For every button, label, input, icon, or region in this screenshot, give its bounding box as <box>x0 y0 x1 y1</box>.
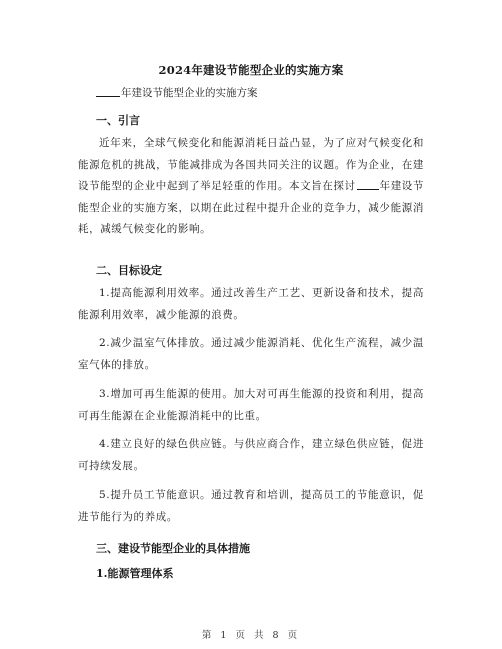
document-subtitle <box>96 85 258 100</box>
goal-item-4: 4.建立良好的绿色供应链。与供应商合作，建立绿色供应链，促进可持续发展。 <box>78 438 424 472</box>
document-title: 2024年建设节能型企业的实施方案 <box>158 63 344 77</box>
goal-item-1: 1.提高能源利用效率。通过改善生产工艺、更新设备和技术，提高能源利用效率，减少能源的浪费。 <box>78 287 424 321</box>
page-footer: 第 1 页 共 8 页 <box>201 630 301 641</box>
goal-item-5: 5.提升员工节能意识。通过教育和培训，提高员工的节能意识，促进节能行为的养成。 <box>78 489 424 523</box>
intro-text-a: 近年来，全球气候变化和能源消耗日益凸显，为了应对气候变化和能源危机的挑战，节能减排成为各国共同关注的议题。作为企业，在建设节能型的企业中起到了举足轻重的作用。本文旨在探讨 <box>78 137 424 192</box>
subsection-heading-energy-management: 1.能源管理体系 <box>96 567 174 580</box>
section-heading-intro: 一、引言 <box>96 114 140 127</box>
intro-paragraph <box>78 133 424 241</box>
goal-item-2: 2.减少温室气体排放。通过减少能源消耗、优化生产流程，减少温室气体的排放。 <box>78 337 424 371</box>
section-heading-goals: 二、目标设定 <box>96 264 162 277</box>
intro-text-b: 年建设节能型企业的实施方案，以期在此过程中提升企业的竞争力，减少能源消耗，减缓气候变化的影响。 <box>78 180 425 235</box>
section-heading-measures: 三、建设节能型企业的具体措施 <box>96 542 250 555</box>
year-blank-inline <box>357 179 379 190</box>
subtitle-text: 年建设节能型企业的实施方案 <box>121 87 258 99</box>
goal-item-3: 3.增加可再生能源的使用。加大对可再生能源的投资和利用，提高可再生能源在企业能源消耗中的比重。 <box>78 388 424 422</box>
year-blank <box>96 86 120 97</box>
